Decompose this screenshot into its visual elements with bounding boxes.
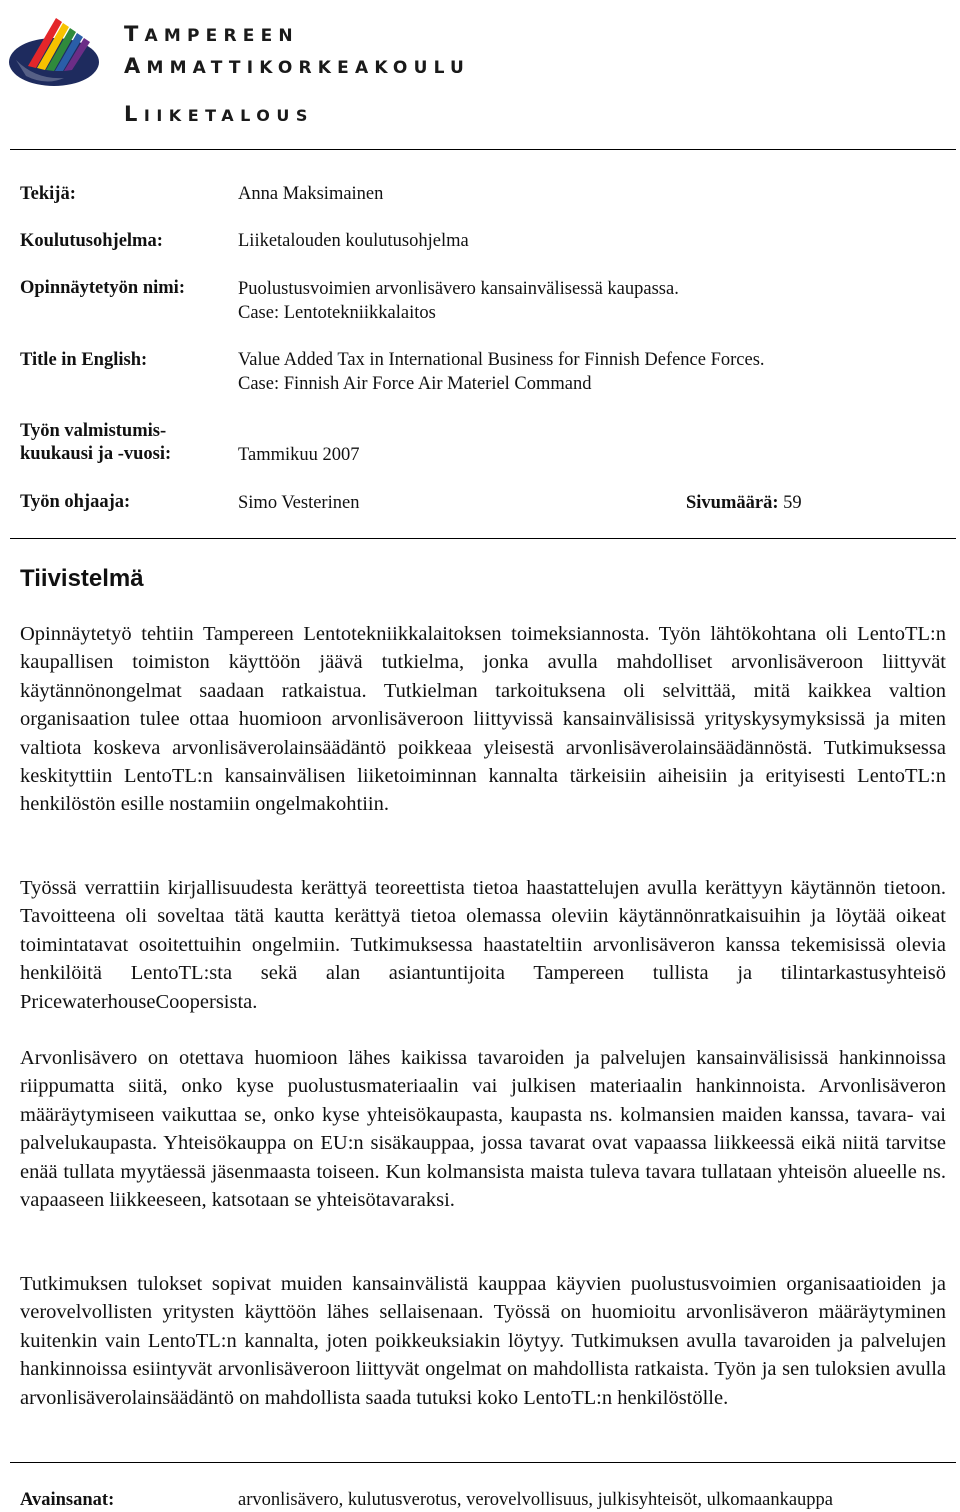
abstract-paragraph: Tutkimuksen tulokset sopivat muiden kansainvälistä kauppaa käyvien puolustusvoimien organisaatioiden ja verovelvollisten yritysten käyttöön lähes sellaisenaan. Työssä on huomioitu arvonlisäveron määräytyminen kuitenkin vain LentoTL:n kannalta, joten poikkeuksiakin löytyy. Tutkimuksen avulla tavaroiden ja palvelujen hankinnoissa esiintyvät arvonlisäveroon liittyvät ongelmat on mahdollista ratkaista. Työn ja sen tuloksien avulla arvonlisäverolainsäädäntö on mahdollista saada tutuksi koko LentoTL:n henkilöstölle. [20, 1273, 946, 1409]
thesis-title-label: Opinnäytetyön nimi: [20, 278, 185, 298]
program-label: Koulutusohjelma: [20, 231, 163, 251]
page-count [686, 491, 802, 515]
department-name: LIIKETALOUS [124, 102, 314, 126]
header-divider [10, 149, 956, 150]
completion-date-label-line2: kuukausi ja -vuosi: [20, 444, 172, 464]
program-value: Liiketalouden koulutusohjelma [238, 231, 469, 251]
author-value: Anna Maksimainen [238, 184, 384, 204]
completion-date-value: Tammikuu 2007 [238, 445, 360, 465]
organization-name-line1: TAMPEREEN [124, 22, 299, 46]
completion-date-label-line1: Työn valmistumis- [20, 421, 167, 441]
english-title-line2: Case: Finnish Air Force Air Materiel Command [238, 374, 592, 394]
abstract-heading: Tiivistelmä [20, 565, 144, 592]
page-count-value: 59 [783, 493, 802, 513]
abstract-paragraph: Työssä verrattiin kirjallisuudesta kerättyä teoreettista tietoa haastattelujen avulla kerättyyn käytännön tietoon. Tavoitteena oli soveltaa tätä kautta kerättyä tietoa olemassa oleviin käytännönratkaisuihin ja löytää oikeat toimintatavat osoitettuihin ongelmiin. Tutkimuksessa haastateltiin arvonlisäveron kanssa tekemisissä olevia henkilöitä LentoTL:sta sekä alan asiantuntijoita Tampereen tullista ja tilintarkastusyhteisö PricewaterhouseCoopersista. [20, 877, 946, 1013]
organization-name-line2: AMMATTIKORKEAKOULU [124, 54, 471, 78]
university-logo [6, 6, 102, 88]
supervisor-label: Työn ohjaaja: [20, 492, 131, 512]
abstract-paragraph: Opinnäytetyö tehtiin Tampereen Lentotekniikkalaitoksen toimeksiannosta. Työn lähtökohtana oli LentoTL:n kaupallisen toimiston käyttöön jäävä tutkielma, jonka avulla mahdolliset arvonlisäveroon liittyvät käytännönongelmat saadaan ratkaistua. Tutkielman tarkoituksena oli selvittää, mitä kaikkea valtion organisaation tulee ottaa huomioon arvonlisäveroon liittyvissä kansainvälisissä yrityskysymyksissä ja miten valtiota koskeva arvonlisäverolainsäädäntö poikkeaa yleisestä arvonlisäverolainsäädännöstä. Tutkimuksessa keskityttiin LentoTL:n kansainvälisen liiketoiminnan kannalta tärkeisiin aiheisiin ja erityisesti LentoTL:n henkilöstön esille nostamiin ongelmakohtiin. [20, 623, 946, 816]
thesis-title-line1: Puolustusvoimien arvonlisävero kansainvälisessä kaupassa. [238, 279, 679, 299]
keywords-label: Avainsanat: [20, 1490, 115, 1510]
keywords-value: arvonlisävero, kulutusverotus, verovelvollisuus, julkisyhteisöt, ulkomaankauppa [238, 1490, 833, 1510]
thesis-title-line2: Case: Lentotekniikkalaitos [238, 303, 436, 323]
english-title-label: Title in English: [20, 350, 148, 370]
supervisor-value: Simo Vesterinen [238, 493, 360, 513]
english-title-line1: Value Added Tax in International Business for Finnish Defence Forces. [238, 350, 765, 370]
meta-divider [10, 538, 956, 539]
page-count-label: Sivumäärä: [686, 493, 779, 513]
abstract-paragraph: Arvonlisävero on otettava huomioon lähes kaikissa tavaroiden ja palvelujen kansainvälisissä hankinnoissa riippumatta siitä, onko kyse puolustusmateriaalin vai julkisen materiaalin hankinnoista. Arvonlisäveron määräytymiseen vaikuttaa se, onko kyse yhteisökaupasta, kaupasta ns. kolmansien maiden kanssa, tavara- vai palvelukaupasta. Yhteisökauppa on EU:n sisäkauppaa, jossa tavarat ovat vapaassa liikkeessä eikä niitä tarvitse enää tullata myytäessä jäsenmaasta toiseen. Kun kolmansista maista tuleva tavara tullataan yhteisön alueelle ns. vapaaseen liikkeeseen, katsotaan se yhteisötavaraksi. [20, 1047, 946, 1212]
author-label: Tekijä: [20, 184, 76, 204]
keywords-divider [10, 1462, 956, 1463]
